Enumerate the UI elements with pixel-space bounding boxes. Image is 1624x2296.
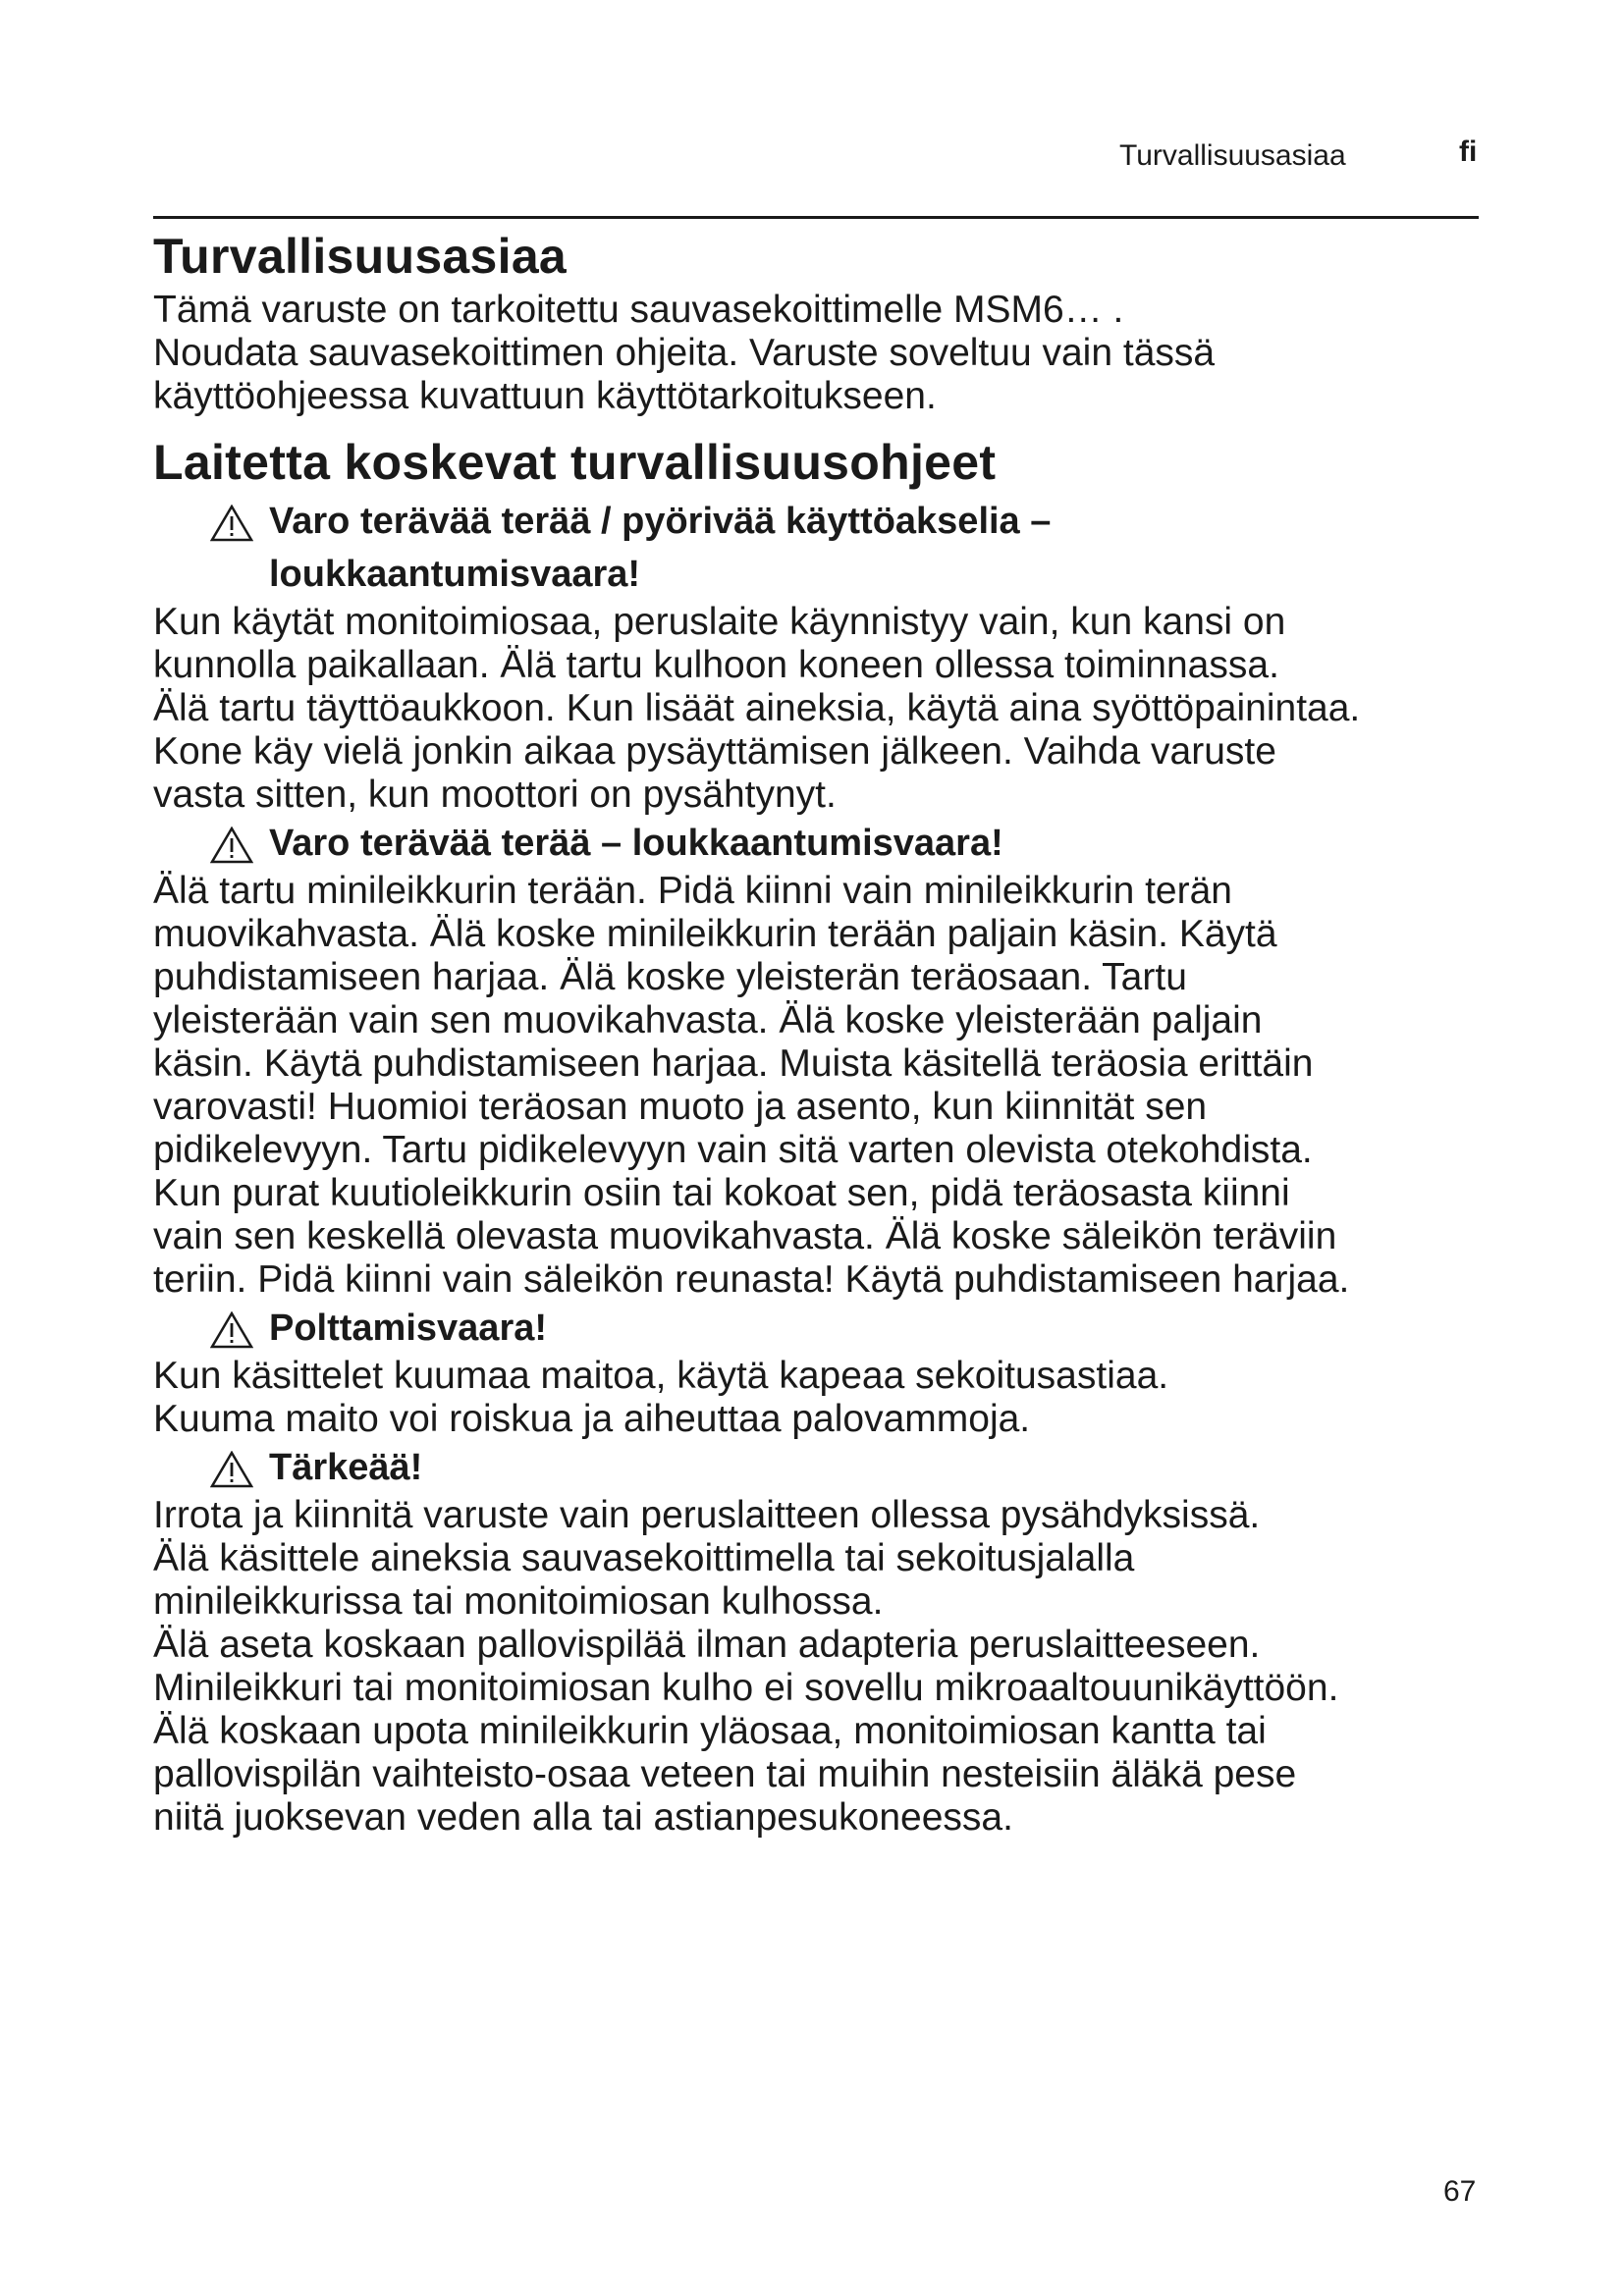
main-heading: Turvallisuusasiaa — [153, 229, 568, 284]
text-line: Älä aseta koskaan pallovispilää ilman adapteria peruslaitteeseen. — [153, 1624, 1261, 1666]
text-line: Irrota ja kiinnitä varuste vain peruslaitteen ollessa pysähdyksissä. — [153, 1494, 1261, 1536]
text-line: Älä käsittele aineksia sauvasekoittimella tai sekoitusjalalla — [153, 1537, 1135, 1579]
text-line: Kun purat kuutioleikkurin osiin tai kokoat sen, pidä teräosasta kiinni — [153, 1172, 1290, 1214]
text-line: pidikelevyyn. Tartu pidikelevyyn vain sitä varten olevista otekohdista. — [153, 1129, 1313, 1171]
text-line: Kuuma maito voi roiskua ja aiheuttaa palovammoja. — [153, 1398, 1031, 1440]
warning-paragraph — [153, 1494, 1489, 1840]
warning-paragraph — [153, 870, 1489, 1302]
warning-text: Tärkeää! — [269, 1447, 423, 1488]
warning-triangle-icon — [210, 1451, 253, 1488]
warning-text: loukkaantumisvaara! — [269, 554, 641, 595]
text-line: pallovispilän vaihteisto-osaa veteen tai muihin nesteisiin äläkä pese — [153, 1753, 1297, 1795]
text-line: Älä tartu minileikkurin terään. Pidä kiinni vain minileikkurin terän — [153, 870, 1232, 912]
text-line: vain sen keskellä olevasta muovikahvasta. Älä koske säleikön teräviin — [153, 1215, 1337, 1257]
text-line: Kun käsittelet kuumaa maitoa, käytä kapeaa sekoitusastiaa. — [153, 1355, 1169, 1397]
warning-heading — [153, 817, 1489, 870]
text-line: Kun käytät monitoimiosaa, peruslaite käynnistyy vain, kun kansi on — [153, 601, 1286, 643]
warning-text: Varo terävää terää / pyörivää käyttöakselia – — [269, 501, 1052, 542]
text-line: minileikkurissa tai monitoimiosan kulhossa. — [153, 1580, 884, 1623]
text-line: Kone käy vielä jonkin aikaa pysäyttämisen jälkeen. Vaihda varuste — [153, 730, 1276, 773]
intro-paragraph — [153, 289, 1489, 418]
warning-text: Polttamisvaara! — [269, 1308, 548, 1349]
warning-triangle-icon — [210, 505, 253, 542]
page-number: 67 — [1443, 2175, 1477, 2208]
warning-heading — [153, 1302, 1489, 1355]
text-line: käyttöohjeessa kuvattuun käyttötarkoitukseen. — [153, 375, 937, 417]
running-header-title: Turvallisuusasiaa — [1119, 139, 1346, 172]
text-line: Tämä varuste on tarkoitettu sauvasekoittimelle MSM6… . — [153, 289, 1124, 331]
warning-text: Varo terävää terää – loukkaantumisvaara! — [269, 823, 1003, 864]
text-line: yleisterään vain sen muovikahvasta. Älä koske yleisterään paljain — [153, 999, 1263, 1041]
warning-triangle-icon — [210, 1311, 253, 1349]
text-line: Noudata sauvasekoittimen ohjeita. Varuste soveltuu vain tässä — [153, 332, 1216, 374]
text-line: Älä tartu täyttöaukkoon. Kun lisäät aineksia, käytä aina syöttöpainintaa. — [153, 687, 1361, 729]
text-line: muovikahvasta. Älä koske minileikkurin terään paljain käsin. Käytä — [153, 913, 1277, 955]
warning-heading — [153, 495, 1489, 601]
page-content — [153, 224, 1489, 1840]
warning-triangle-icon — [210, 827, 253, 864]
text-line: niitä juoksevan veden alla tai astianpesukoneessa. — [153, 1796, 1013, 1839]
warning-heading — [153, 1441, 1489, 1494]
text-line: vasta sitten, kun moottori on pysähtynyt. — [153, 774, 837, 816]
text-line: Älä koskaan upota minileikkurin yläosaa, monitoimiosan kantta tai — [153, 1710, 1267, 1752]
section-heading: Laitetta koskevat turvallisuusohjeet — [153, 435, 997, 490]
header-divider — [153, 216, 1479, 219]
text-line: teriin. Pidä kiinni vain säleikön reunasta! Käytä puhdistamiseen harjaa. — [153, 1258, 1350, 1301]
text-line: kunnolla paikallaan. Älä tartu kulhoon koneen ollessa toiminnassa. — [153, 644, 1279, 686]
text-line: varovasti! Huomioi teräosan muoto ja asento, kun kiinnität sen — [153, 1086, 1208, 1128]
text-line: käsin. Käytä puhdistamiseen harjaa. Muista käsitellä teräosia erittäin — [153, 1042, 1314, 1085]
language-code: fi — [1459, 135, 1478, 168]
text-line: Minileikkuri tai monitoimiosan kulho ei sovellu mikroaaltouunikäyttöön. — [153, 1667, 1339, 1709]
warning-paragraph — [153, 601, 1489, 817]
warning-paragraph — [153, 1355, 1489, 1441]
text-line: puhdistamiseen harjaa. Älä koske yleisterän teräosaan. Tartu — [153, 956, 1187, 998]
